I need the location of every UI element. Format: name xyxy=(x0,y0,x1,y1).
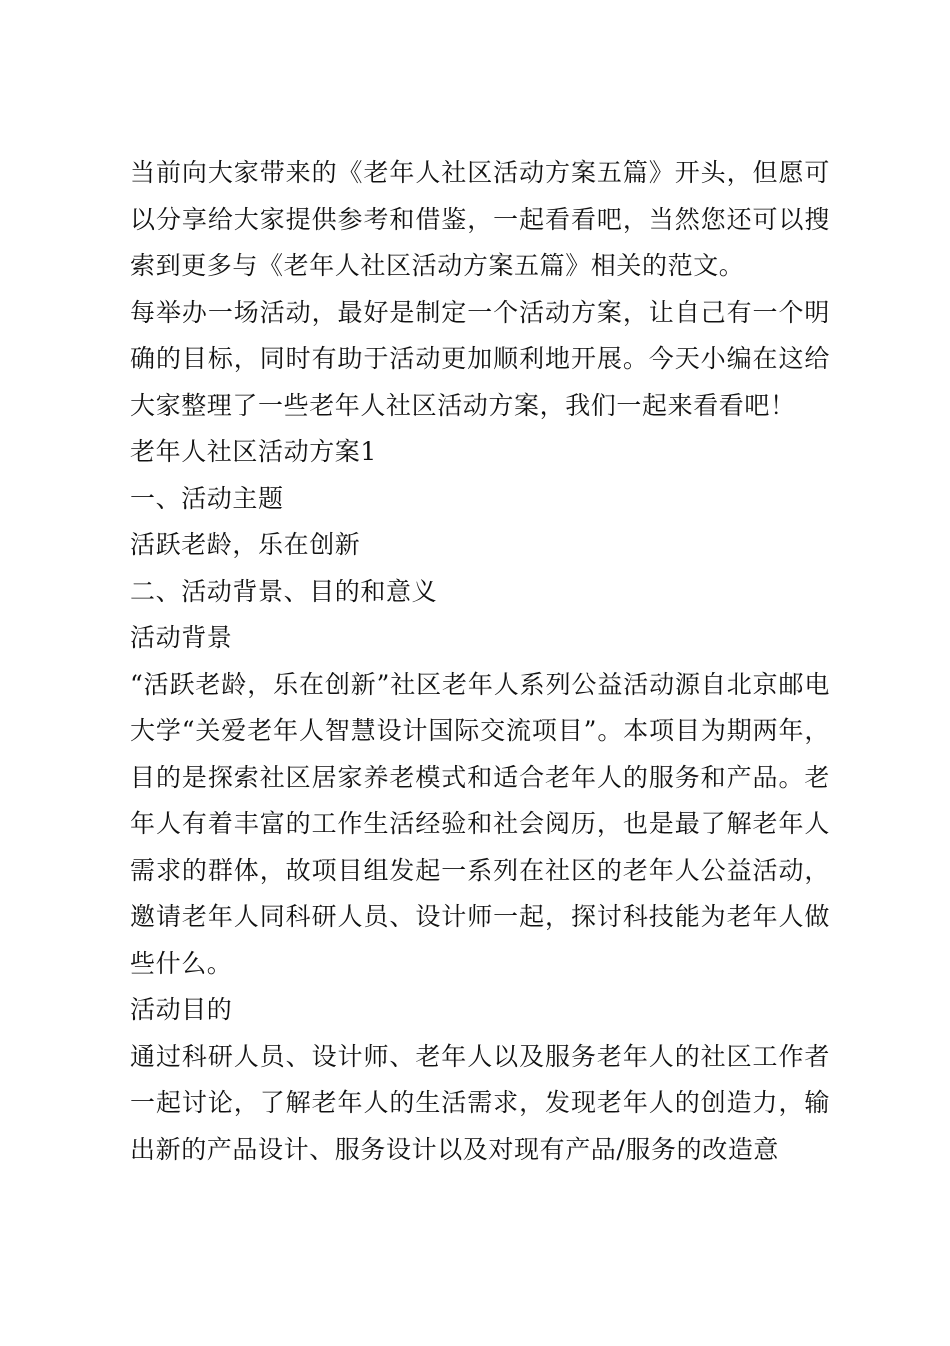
purpose-paragraph: 通过科研人员、设计师、老年人以及服务老年人的社区工作者一起讨论，了解老年人的生活需求，发现老年人的创造力，输出新的产品设计、服务设计以及对现有产品/服务的改造意 xyxy=(130,1041,830,1164)
background-heading: 活动背景 xyxy=(130,623,233,652)
plan-title: 老年人社区活动方案1 xyxy=(130,437,377,466)
lead-paragraph: 每举办一场活动，最好是制定一个活动方案，让自己有一个明确的目标，同时有助于活动更加顺利地开展。今天小编在这给大家整理了一些老年人社区活动方案，我们一起来看看吧！ xyxy=(130,297,830,420)
intro-paragraph: 当前向大家带来的《老年人社区活动方案五篇》开头，但愿可以分享给大家提供参考和借鉴，一起看看吧，当然您还可以搜索到更多与《老年人社区活动方案五篇》相关的范文。 xyxy=(130,158,830,280)
purpose-heading: 活动目的 xyxy=(130,995,233,1024)
document-body xyxy=(130,150,830,1173)
background-paragraph: “活跃老龄，乐在创新”社区老年人系列公益活动源自北京邮电大学“关爱老年人智慧设计国际交流项目”。本项目为期两年，目的是探索社区居家养老模式和适合老年人的服务和产品。老年人有着丰富的工作生活经验和社会阅历，也是最了解老年人需求的群体，故项目组发起一系列在社区的老年人公益活动，邀请老年人同科研人员、设计师一起，探讨科技能为老年人做些什么。 xyxy=(130,669,830,978)
section1-text: 活跃老龄，乐在创新 xyxy=(130,530,361,559)
section1-heading: 一、活动主题 xyxy=(130,483,284,513)
section2-heading: 二、活动背景、目的和意义 xyxy=(130,576,438,606)
